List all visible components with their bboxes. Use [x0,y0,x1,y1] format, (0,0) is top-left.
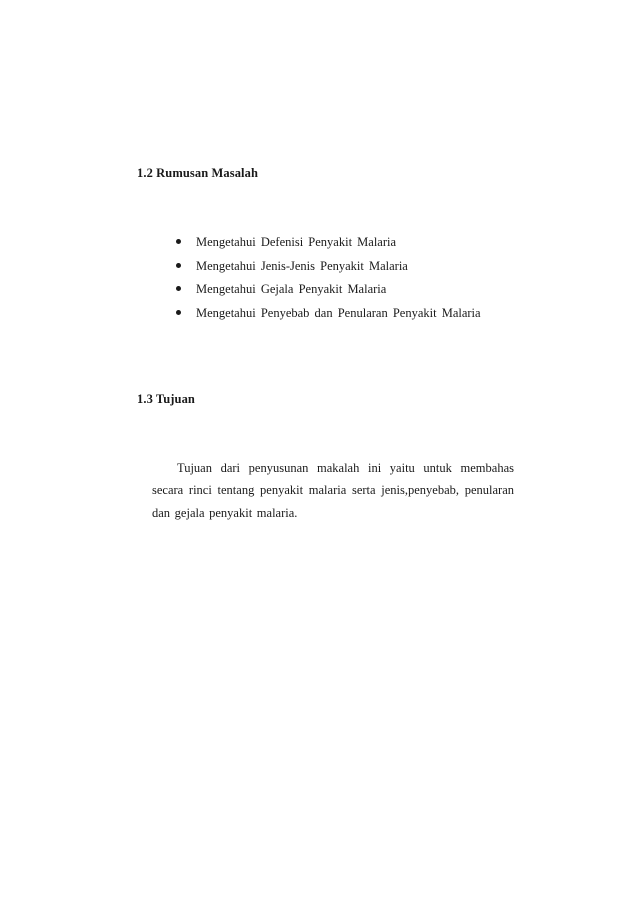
bullet-dot-icon [176,310,181,315]
section-heading-tujuan: 1.3 Tujuan [137,392,195,406]
list-item-text: Mengetahui Jenis-Jenis Penyakit Malaria [196,258,408,273]
tujuan-paragraph: Tujuan dari penyusunan makalah ini yaitu untuk membahas secara rinci tentang penyakit malaria serta jenis,penyebab, penularan dan gejala penyakit malaria. [152,461,514,520]
list-item-text: Mengetahui Gejala Penyakit Malaria [196,282,387,297]
section-heading-rumusan-masalah: 1.2 Rumusan Masalah [137,166,259,180]
bullet-dot-icon [176,286,181,291]
list-item-text: Mengetahui Defenisi Penyakit Malaria [196,235,397,249]
bullet-dot-icon [176,239,181,244]
bullet-dot-icon [176,263,181,268]
list-item-text: Mengetahui Penyebab dan Penularan Penyakit Malaria [196,306,481,321]
